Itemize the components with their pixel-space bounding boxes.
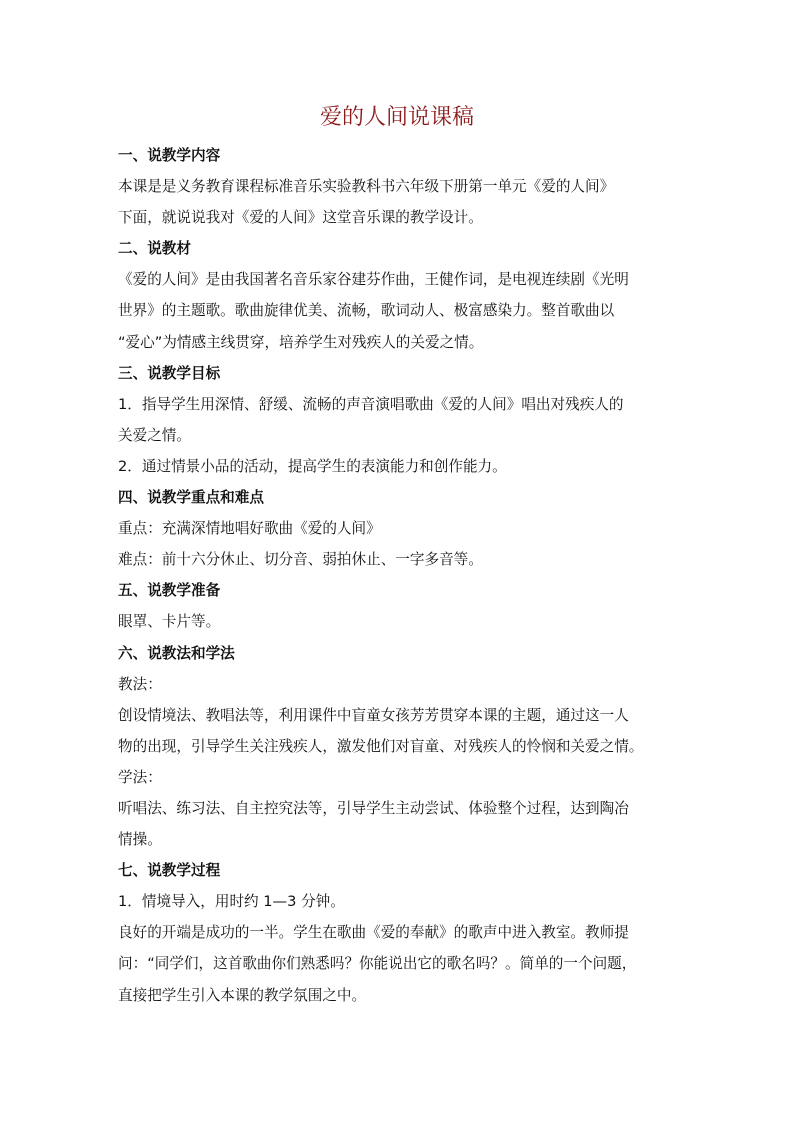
section-heading: 六、说教法和学法 xyxy=(118,644,235,662)
section-heading: 三、说教学目标 xyxy=(118,364,221,382)
body-text-line: 下面，就说说我对《爱的人间》这堂音乐课的教学设计。 xyxy=(118,209,483,227)
body-text-line: 物的出现，引导学生关注残疾人，激发他们对盲童、对残疾人的怜悯和关爱之情。 xyxy=(118,737,644,755)
body-text-line: 情操。 xyxy=(118,831,162,849)
body-text-line: 眼罩、卡片等。 xyxy=(118,613,221,631)
body-text-line: 1．情境导入，用时约 1—3 分钟。 xyxy=(118,893,345,911)
body-text-line: 难点：前十六分休止、切分音、弱拍休止、一字多音等。 xyxy=(118,551,483,569)
body-text-line: 《爱的人间》是由我国著名音乐家谷建芬作曲，王健作词，是电视连续剧《光明 xyxy=(118,271,629,289)
body-text-line: 听唱法、练习法、自主控究法等，引导学生主动尝试、体验整个过程，达到陶冶 xyxy=(118,799,629,817)
body-text-line: 2．通过情景小品的活动，提高学生的表演能力和创作能力。 xyxy=(118,457,507,475)
body-text-line: 良好的开端是成功的一半。学生在歌曲《爱的奉献》的歌声中进入教室。教师提 xyxy=(118,924,629,942)
body-text-line: 直接把学生引入本课的教学氛围之中。 xyxy=(118,986,367,1004)
body-text-line: 创设情境法、教唱法等，利用课件中盲童女孩芳芳贯穿本课的主题，通过这一人 xyxy=(118,706,629,724)
body-text-line: 重点：充满深情地唱好歌曲《爱的人间》 xyxy=(118,520,381,538)
body-text-line: 关爱之情。 xyxy=(118,426,191,444)
body-text-line: 1．指导学生用深情、舒缓、流畅的声音演唱歌曲《爱的人间》唱出对残疾人的 xyxy=(118,395,624,413)
section-heading: 五、说教学准备 xyxy=(118,582,221,600)
body-text-line: 本课是是义务教育课程标准音乐实验教科书六年级下册第一单元《爱的人间》 xyxy=(118,178,615,196)
body-text-line: “爱心”为情感主线贯穿，培养学生对残疾人的关爱之情。 xyxy=(118,333,484,351)
body-text-line: 学法： xyxy=(118,768,162,786)
body-text-line: 世界》的主题歌。歌曲旋律优美、流畅，歌词动人、极富感染力。整首歌曲以 xyxy=(118,302,615,320)
section-heading: 二、说教材 xyxy=(118,240,191,258)
document-title: 爱的人间说课稿 xyxy=(319,105,474,130)
section-heading: 四、说教学重点和难点 xyxy=(118,489,264,507)
body-text-line: 教法： xyxy=(118,675,162,693)
section-heading: 一、说教学内容 xyxy=(118,147,221,164)
body-text-line: 问：“同学们，这首歌曲你们熟悉吗？你能说出它的歌名吗？。简单的一个问题， xyxy=(118,955,637,973)
document-body xyxy=(118,140,693,1011)
section-heading: 七、说教学过程 xyxy=(118,862,221,880)
